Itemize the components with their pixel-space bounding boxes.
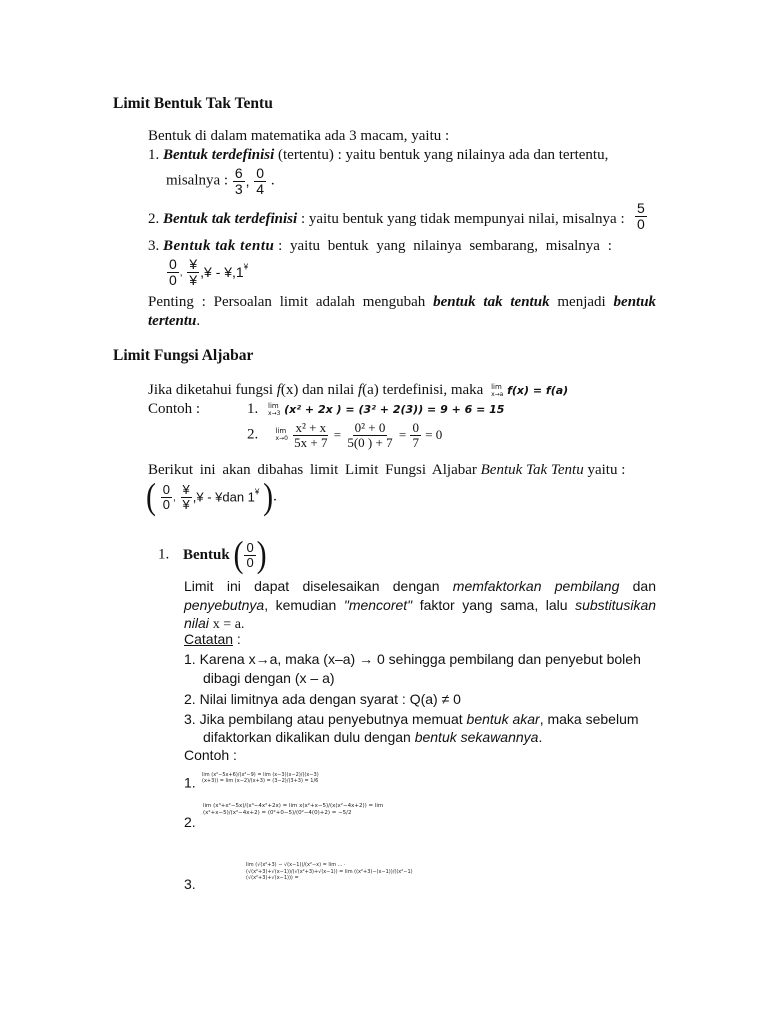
fraction-6-3: $\frac{6}{3}$: [234, 165, 243, 197]
worked-example-1-formula: lim (x²−5x+6)/(x²−9) = lim (x−3)(x−2)/((x−3)(x+3)) = lim (x−2)/(x+3) = (3−2)/(3+3) = 1/6: [202, 772, 319, 784]
item-text: (tertentu) : yaitu bentuk yang nilainya ada dan tertentu,: [278, 147, 609, 163]
indeterminate-forms: $\frac{0}{0}$ , $\frac{¥}{¥}$ ,¥ - ¥,1¥: [169, 256, 249, 288]
intro-text: Bentuk di dalam matematika ada 3 macam, yaitu :: [148, 128, 450, 144]
fraction-term-2: $\frac{\text{0² + 0}}{5(0 ) + 7}$: [347, 420, 393, 450]
indeterminate-forms-list: ( $\frac{0}{0}$ , $\frac{¥}{¥}$ ,¥ - ¥dan 1¥ ).: [146, 475, 277, 517]
fraction-term-3: $\frac{0}{7}$: [412, 420, 419, 450]
example-1: 1. lim x→3 (x² + 2x ) = (3² + 2(3)) = 9 + 6 = 15: [247, 401, 505, 417]
example-1-formula: (x² + 2x ) = (3² + 2(3)) = 9 + 6 = 15: [284, 403, 505, 416]
fraction-term-1: $\frac{\text{x² + x}}{5x + 7}$: [294, 420, 328, 450]
example-2: 2. lim x→0 $\frac{\text{x² + x}}{5x + 7}$ = $\frac{\text{0² + 0}}{5(0 ) + 7}$ = $\frac{0}{7}$ = 0: [247, 420, 443, 450]
fraction-5-0: $\frac{5}{0}$: [637, 200, 645, 232]
contoh-label: Contoh :: [148, 401, 201, 417]
catatan-item-1-cont: dibagi dengan (x – a): [203, 670, 335, 686]
example-line-1: misalnya : $\frac{6}{3}$ , $\frac{0}{4}$ .: [166, 165, 275, 197]
catatan-item-1: 1. Karena x→a, maka (x–a) → 0 sehingga pembilang dan penyebut boleh: [184, 651, 641, 667]
worked-example-2-formula: lim (x³+x²−5x)/(x³−4x²+2x) = lim x(x²+x−5)/(x(x²−4x+2)) = lim (x²+x−5)/(x²−4x+2) = (0²+0−5)/(0²−4(0)+2) = −5/2: [203, 803, 384, 816]
catatan-item-3: 3. Jika pembilang atau penyebutnya memuat bentuk akar, maka sebelum: [184, 711, 639, 727]
formula-fx-equals-fa: f(x) = f(a): [507, 384, 569, 397]
list-item-3: 3. Bentuk tak tentu : yaitu bentuk yang nilainya sembarang, misalnya :: [148, 238, 612, 254]
fraction-0-4: $\frac{0}{4}$: [256, 165, 265, 197]
catatan-item-2: 2. Nilai limitnya ada dengan syarat : Q(a) ≠ 0: [184, 691, 461, 707]
term-bentuk-terdefinisi: Bentuk terdefinisi: [163, 147, 275, 163]
worked-example-3: 3.: [184, 876, 196, 892]
worked-example-3-formula: lim (√(x²+3) − √(x−1))/(x²−x) = lim ... · (√(x²+3)+√(x−1))/(√(x²+3)+√(x−1)) = lim ((x²+3)−(x−1))/((x²−1)(√(x²+3)+√(x−1))) =: [246, 862, 413, 881]
term-bentuk-tak-tentu: Bentuk tak tentu: [163, 238, 275, 254]
catatan-label: Catatan :: [184, 631, 241, 647]
berikut-text: Berikut ini akan dibahas limit Limit Fungsi Aljabar Bentuk Tak Tentu yaitu :: [148, 462, 626, 478]
section-title-limit-bentuk-tak-tentu: Limit Bentuk Tak Tentu: [113, 95, 273, 112]
list-number: 1.: [148, 147, 160, 163]
bentuk-heading: 1. Bentuk ( $\frac{0}{0}$ ): [158, 533, 267, 575]
penting-note: Penting : Persoalan limit adalah mengubah bentuk tak tentuk menjadi bentuk tertentu.: [148, 294, 657, 329]
catatan-item-3-cont: difaktorkan dikalikan dulu dengan bentuk sekawannya.: [203, 729, 543, 745]
fraction-inf-inf: $\frac{¥}{¥}$: [189, 256, 198, 288]
worked-example-1: 1.: [184, 774, 196, 791]
example-label: misalnya :: [166, 172, 229, 189]
lim-operator: lim x→a: [491, 382, 504, 398]
fraction-0-0: $\frac{0}{0}$: [169, 256, 177, 288]
list-item-2: 2. Bentuk tak terdefinisi : yaitu bentuk yang tidak mempunyai nilai, misalnya :: [148, 211, 625, 227]
bentuk-explanation: Limit ini dapat diselesaikan dengan memfaktorkan pembilang dan penyebutnya, kemudian "mencoret" faktor yang sama, lalu substitusikan nilai x = a.: [184, 578, 657, 632]
section2-intro: Jika diketahui fungsi f(x) dan nilai f(a) terdefinisi, maka lim x→a f(x) = f(a): [148, 382, 569, 398]
term-bentuk-tak-terdefinisi: Bentuk tak terdefinisi: [163, 211, 298, 227]
list-item-1: [148, 147, 656, 164]
bentuk-contoh-label: Contoh :: [184, 747, 237, 763]
worked-example-2: 2.: [184, 814, 196, 830]
section-title-limit-fungsi-aljabar: Limit Fungsi Aljabar: [113, 347, 254, 364]
